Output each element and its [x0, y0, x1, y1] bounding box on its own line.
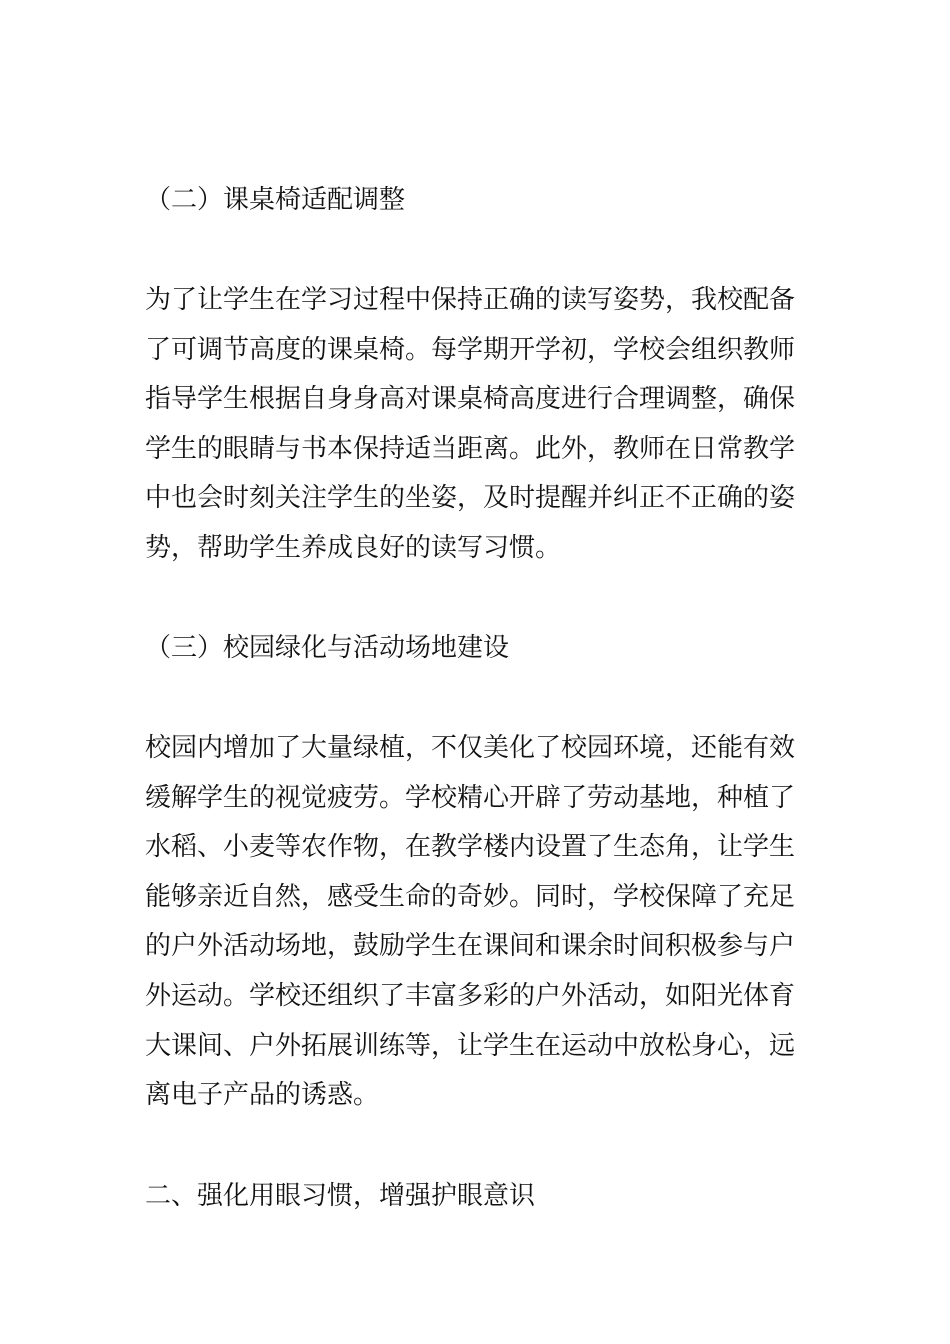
heading-text: （三）校园绿化与活动场地建设 [145, 633, 510, 663]
paragraph-greening [145, 724, 825, 1121]
paragraph-line: 校园内增加了大量绿植，不仅美化了校园环境，还能有效 [145, 733, 796, 763]
paragraph-line: 中也会时刻关注学生的坐姿，及时提醒并纠正不正确的姿 [145, 483, 796, 514]
paragraph-line: 缓解学生的视觉疲劳。学校精心开辟了劳动基地，种植了 [145, 782, 796, 813]
paragraph-line: 的户外活动场地，鼓励学生在课间和课余时间积极参与户 [145, 931, 796, 962]
paragraph-line: 大课间、户外拓展训练等，让学生在运动中放松身心，远 [145, 1030, 796, 1061]
subsection-heading-3 [145, 624, 825, 674]
subsection-heading-2 [145, 176, 825, 226]
heading-text: 二、强化用眼习惯，增强护眼意识 [145, 1181, 536, 1211]
paragraph-line: 能够亲近自然，感受生命的奇妙。同时，学校保障了充足 [145, 881, 796, 912]
paragraph-line: 水稻、小麦等农作物，在教学楼内设置了生态角，让学生 [145, 832, 796, 863]
paragraph-line: 学生的眼睛与书本保持适当距离。此外，教师在日常教学 [145, 433, 796, 464]
paragraph-line: 为了让学生在学习过程中保持正确的读写姿势，我校配备 [145, 285, 796, 315]
paragraph-line: 外运动。学校还组织了丰富多彩的户外活动，如阳光体育 [145, 980, 796, 1011]
paragraph-line: 势，帮助学生养成良好的读写习惯。 [145, 532, 562, 563]
paragraph-line: 指导学生根据自身身高对课桌椅高度进行合理调整，确保 [145, 384, 796, 415]
paragraph-line: 离电子产品的诱惑。 [145, 1080, 380, 1111]
paragraph-line: 了可调节高度的课桌椅。每学期开学初，学校会组织教师 [145, 334, 796, 365]
heading-text: （二）课桌椅适配调整 [145, 185, 406, 215]
paragraph-desk-chair [145, 276, 825, 574]
section-heading [145, 1172, 825, 1222]
